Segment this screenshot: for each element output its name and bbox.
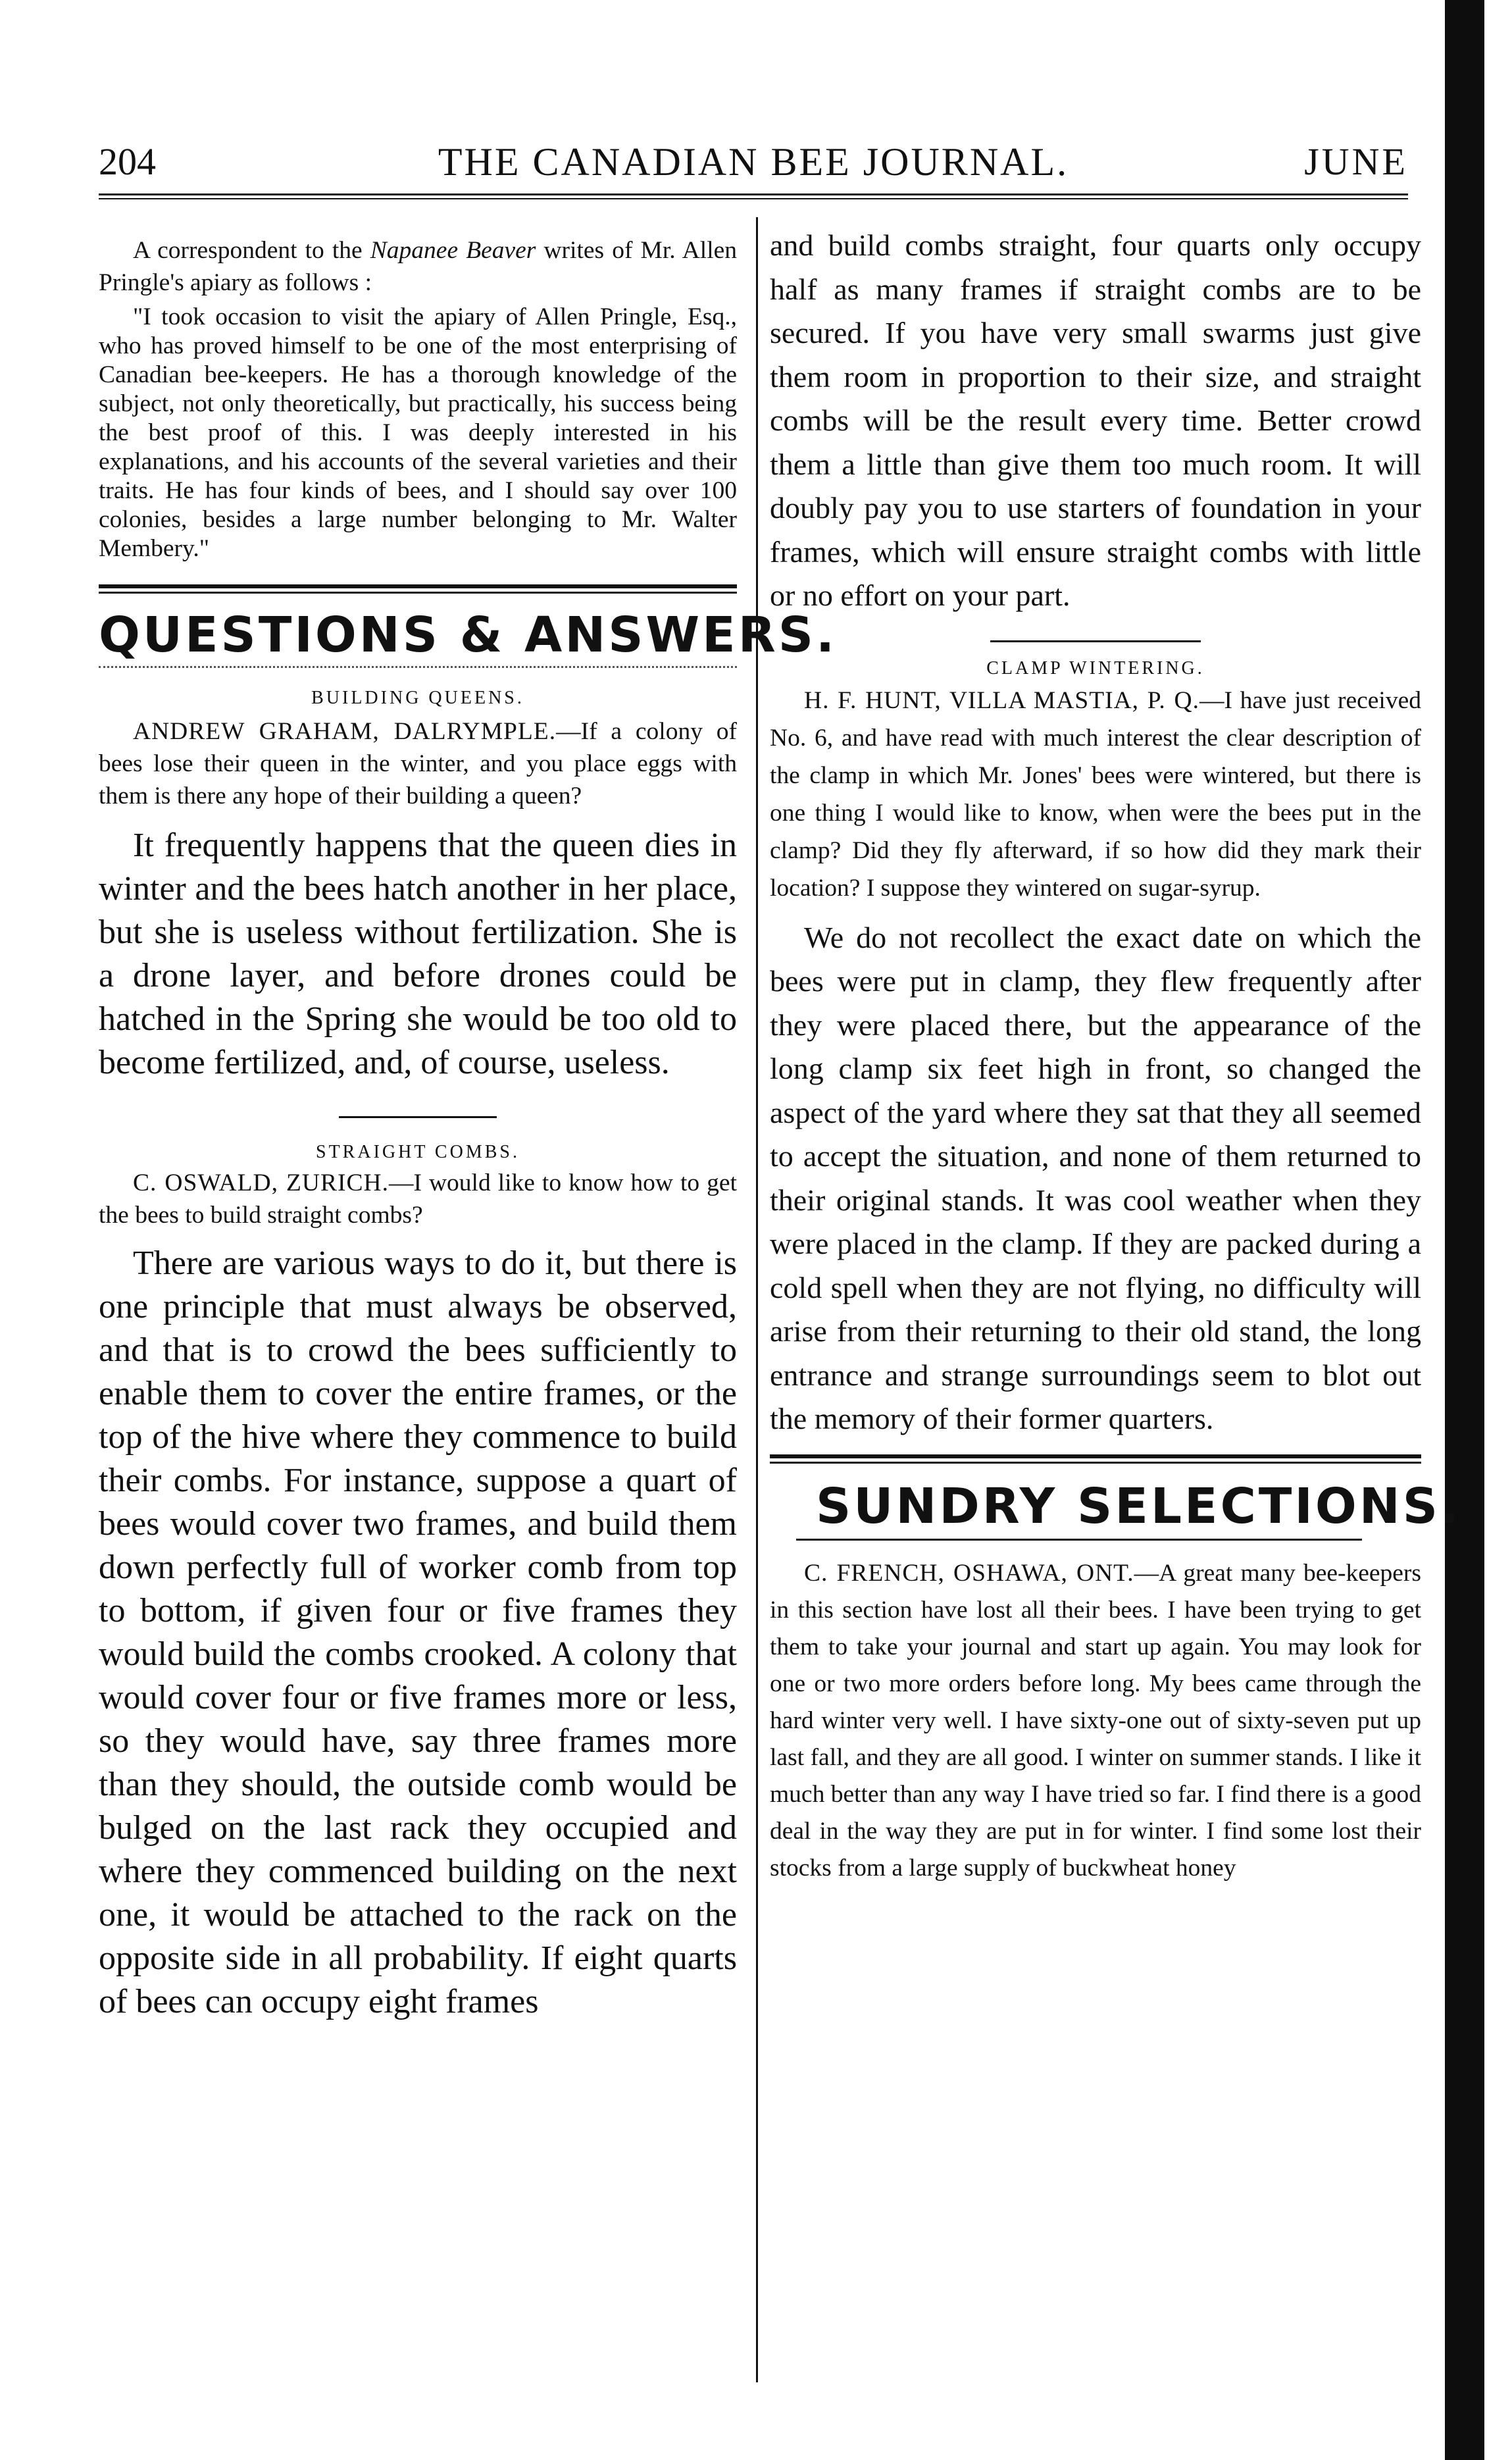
pringle-quote: "I took occasion to visit the apiary of Allen Pringle, Esq., who has proved himself to be one of the most enterprising of Canadian bee-keepers. He has a thorough knowledge of the subject, not only theoretically, but practically, his success being the best proof of this. I was deeply interested in his explanations, and his accounts of the several varieties and their traits. He has four kinds of bees, and I should say over 100 colonies, besides a large number belonging to Mr. Walter Membery." [99, 303, 737, 562]
section-rule [770, 1454, 1421, 1464]
answer-continuation: and build combs straight, four quarts only occupy half as many frames if straight combs are to be secured. If you have very small swarms just give them room in proportion to their size, and straight combs will be the result every time. Better crowd them a little than give them too much room. It will doubly pay you to use starters of foundation in your frames, which will ensure straight combs with little or no effort on your part. [770, 228, 1421, 612]
question-building-queens: ANDREW GRAHAM, DALRYMPLE.—If a colony of bees lose their queen in the winter, and you place eggs with them is there any hope of their building a queen? [99, 718, 738, 809]
header-rule [99, 193, 1408, 199]
answer-building-queens: It frequently happens that the queen dies in winter and the bees hatch another in her place, but she is useless without fertilization. She is a drone layer, and before drones could be hatched in the Spring she would be too old to become fertilized, and, of course, useless. [99, 827, 737, 1081]
sender-name: C. FRENCH, OSHAWA, ONT. [804, 1559, 1134, 1587]
section-rule [99, 584, 737, 594]
subhead-clamp-wintering: CLAMP WINTERING. [986, 657, 1205, 679]
intro-paragraph: A correspondent to the Napanee Beaver writes of Mr. Allen Pringle's apiary as follows : [99, 237, 738, 296]
title-underline [99, 666, 737, 668]
question-straight-combs: C. OSWALD, ZURICH.—I would like to know how to get the bees to build straight combs? [99, 1169, 737, 1229]
section-title-sundry-selections: SUNDRY SELECTIONS. [816, 1477, 1462, 1535]
sundry-letter-french: C. FRENCH, OSHAWA, ONT.—A great many bee-keepers in this section have lost all their bees. I have been trying to get them to take your journal and start up again. You may look for one or two more orders before long. My bees came through the hard winter very well. I have sixty-one out of sixty-seven put up last fall, and they are all good. I winter on summer stands. I like it much better than any way I have tried so far. I find there is a good deal in the way they are put in for winter. I find some lost their stocks from a large supply of buckwheat honey [770, 1559, 1421, 1882]
column-divider [756, 217, 758, 2382]
sender-name: C. OSWALD, ZURICH. [133, 1169, 389, 1196]
separator-rule [990, 640, 1201, 642]
section-title-questions-answers: QUESTIONS & ANSWERS. [99, 607, 838, 663]
sender-name: ANDREW GRAHAM, DALRYMPLE. [133, 718, 557, 745]
question-clamp-wintering: H. F. HUNT, VILLA MASTIA, P. Q.—I have just received No. 6, and have read with much interest the clear description of the clamp in which Mr. Jones' bees were wintered, but there is one thing I would like to know, when were the bees put in the clamp? Did they fly afterward, if so how did they mark their location? I suppose they wintered on sugar-syrup. [770, 686, 1421, 902]
running-header [99, 140, 1408, 192]
issue-month: JUNE [1304, 140, 1408, 183]
answer-straight-combs: There are various ways to do it, but there is one principle that must always be observed, and that is to crowd the bees sufficiently to enable them to cover the entire frames, or the top of the hive where they commence to build their combs. For instance, suppose a quart of bees would cover two frames, and build them down perfectly full of worker comb from top to bottom, if given four or five frames they would build the combs crooked. A colony that would cover four or five frames more or less, so they would have, say three frames more than they should, the outside comb would be bulged on the last rack they occupied and where they commenced building on the next one, it would be attached to the rack on the opposite side in all probability. If eight quarts of bees can occupy eight frames [99, 1244, 737, 2020]
sender-name: H. F. HUNT, VILLA MASTIA, P. Q. [804, 686, 1199, 714]
separator-rule [339, 1116, 497, 1118]
newspaper-name: Napanee Beaver [370, 237, 536, 264]
page-edge-shadow [1445, 0, 1484, 2460]
answer-clamp-wintering: We do not recollect the exact date on which the bees were put in clamp, they flew frequently after they were placed there, but the appearance of the long clamp six feet high in front, so changed the aspect of the yard where they sat that they all seemed to accept the situation, and none of them returned to their original stands. It was cool weather when they were placed in the clamp. If they are packed during a cold spell when they are not flying, no difficulty will arise from their returning to their old stand, the long entrance and strange surroundings seem to blot out the memory of their former quarters. [770, 920, 1421, 1435]
page-number: 204 [99, 140, 156, 183]
subhead-straight-combs: STRAIGHT COMBS. [316, 1142, 520, 1162]
title-underline [796, 1539, 1362, 1541]
subhead-building-queens: BUILDING QUEENS. [311, 688, 524, 708]
journal-title: THE CANADIAN BEE JOURNAL. [438, 140, 1069, 184]
right-column [770, 224, 1462, 1887]
left-column [99, 224, 838, 2024]
